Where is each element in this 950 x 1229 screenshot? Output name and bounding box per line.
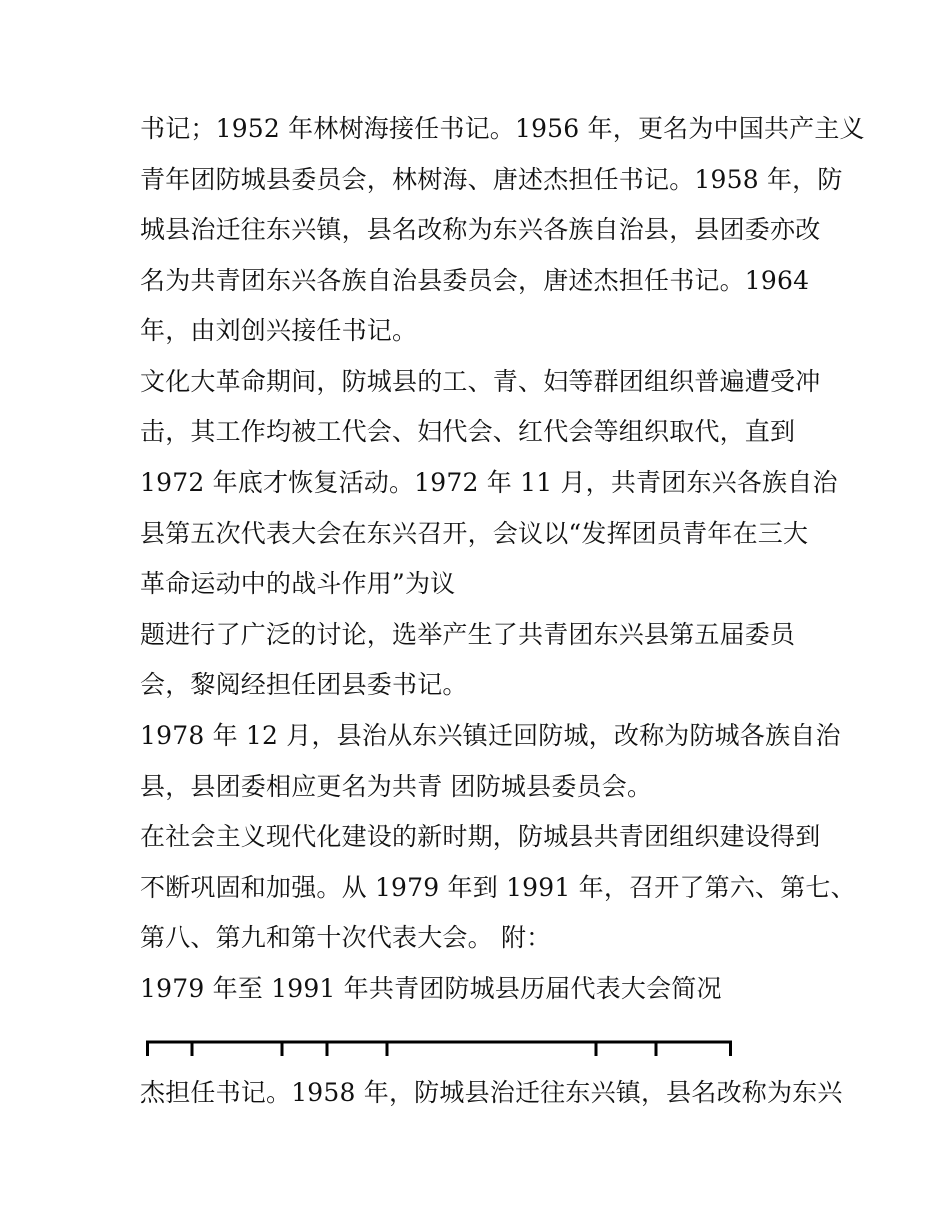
text-line: 1979 年至 1991 年共青团防城县历届代表大会简况 bbox=[140, 974, 722, 1003]
text-line: 题进行了广泛的讨论，选举产生了共青团东兴县第五届委员 bbox=[140, 620, 796, 649]
text-line: 1972 年底才恢复活动。1972 年 11 月，共青团东兴各族自治 bbox=[140, 468, 838, 497]
text-line: 1978 年 12 月，县治从东兴镇迁回防城，改称为防城各族自治 bbox=[140, 721, 841, 750]
text-line: 击，其工作均被工代会、妇代会、红代会等组织取代，直到 bbox=[140, 417, 796, 446]
text-line: 会，黎阅经担任团县委书记。 bbox=[140, 670, 468, 699]
text-line: 革命运动中的战斗作用”为议 bbox=[140, 569, 456, 598]
table-top-border bbox=[146, 1040, 732, 1058]
text-line: 第八、第九和第十次代表大会。 附： bbox=[140, 923, 552, 952]
text-line: 不断巩固和加强。从 1979 年到 1991 年，召开了第六、第七、 bbox=[140, 873, 856, 902]
text-line: 年，由刘创兴接任书记。 bbox=[140, 316, 418, 345]
text-line: 县，县团委相应更名为共青 团防城县委员会。 bbox=[140, 772, 653, 801]
text-line: 县第五次代表大会在东兴召开，会议以“发挥团员青年在三大 bbox=[140, 519, 809, 548]
text-line: 书记；1952 年林树海接任书记。1956 年，更名为中国共产主义 bbox=[140, 114, 865, 143]
text-line: 名为共青团东兴各族自治县委员会，唐述杰担任书记。1964 bbox=[140, 266, 810, 295]
text-line: 青年团防城县委员会，林树海、唐述杰担任书记。1958 年，防 bbox=[140, 165, 843, 194]
text-line: 城县治迁往东兴镇，县名改称为东兴各族自治县，县团委亦改 bbox=[140, 215, 821, 244]
text-line: 文化大革命期间，防城县的工、青、妇等群团组织普遍遭受冲 bbox=[140, 367, 821, 396]
text-line: 在社会主义现代化建设的新时期，防城县共青团组织建设得到 bbox=[140, 822, 821, 851]
text-line: 杰担任书记。1958 年，防城县治迁往东兴镇，县名改称为东兴 bbox=[140, 1078, 843, 1107]
